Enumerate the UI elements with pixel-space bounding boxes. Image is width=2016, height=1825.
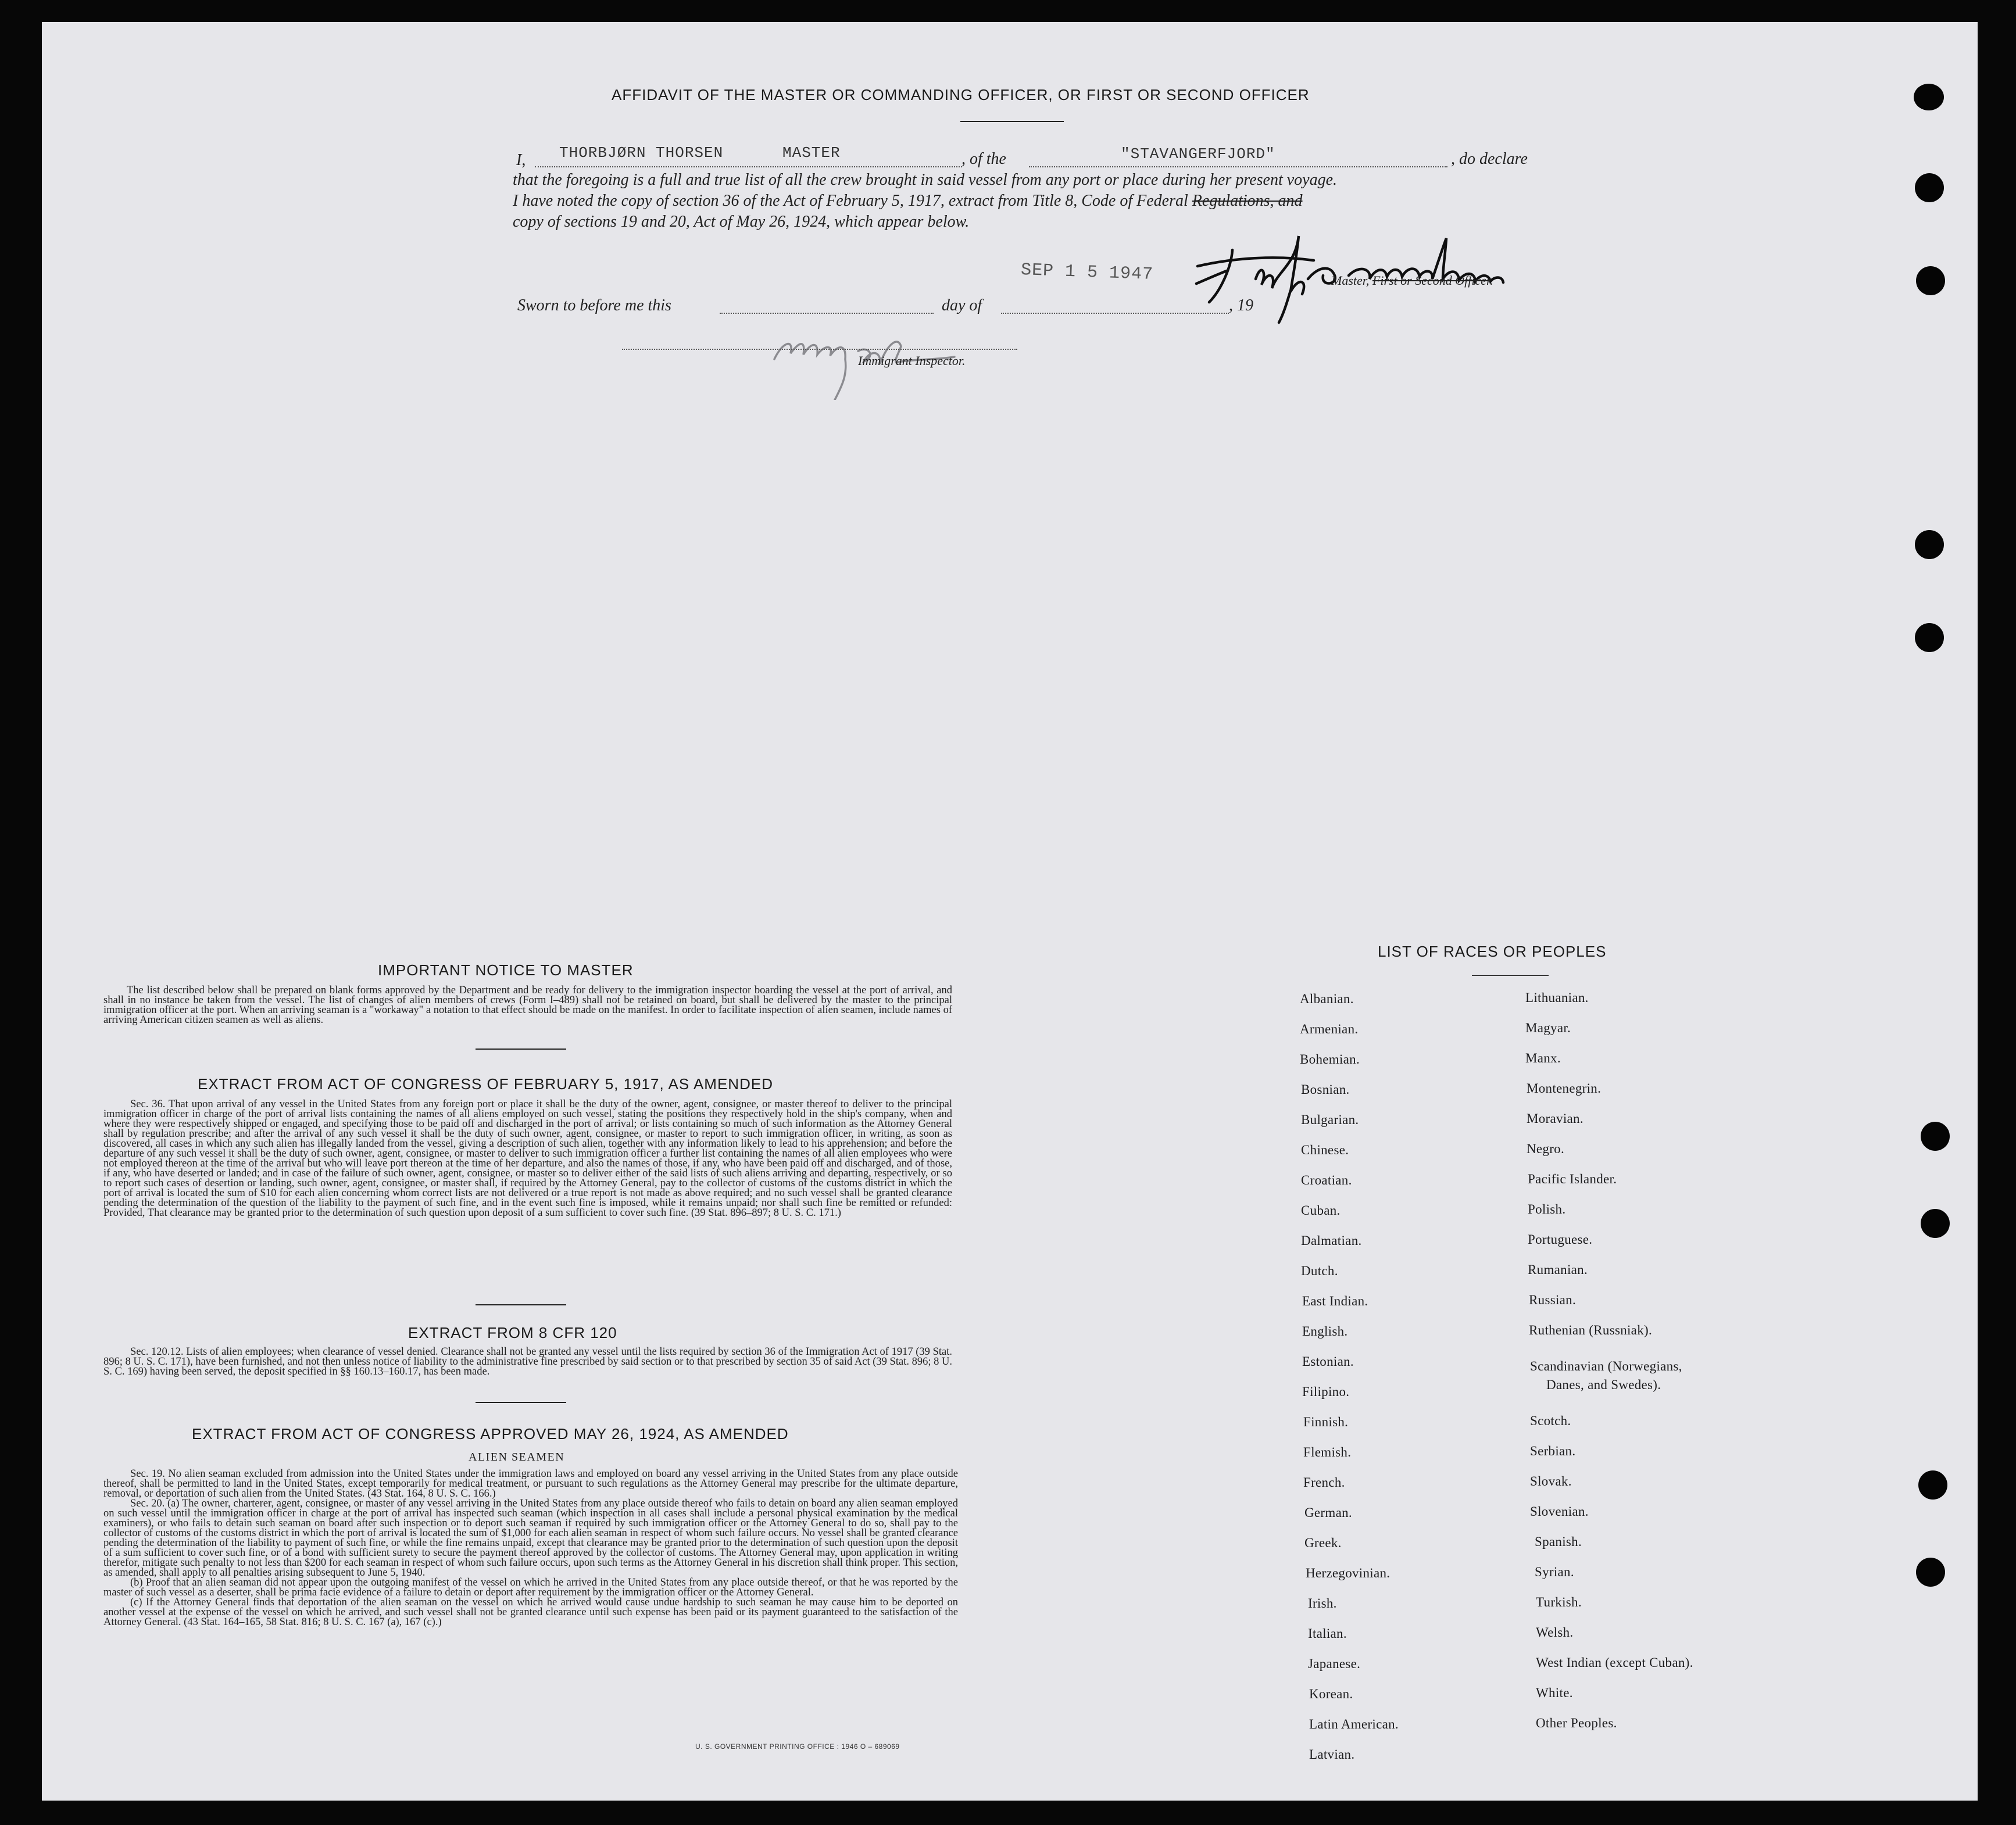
race-item: Estonian. [1302, 1354, 1354, 1369]
race-item: French. [1303, 1475, 1345, 1490]
punch-hole [1915, 623, 1944, 652]
race-item: Bulgarian. [1301, 1112, 1359, 1127]
race-item: Herzegovinian. [1306, 1566, 1391, 1580]
punch-hole [1916, 266, 1945, 295]
inspector-caption: Immigrant Inspector. [858, 353, 966, 368]
sec-20a-text: Sec. 20. (a) The owner, charterer, agent, consignee, or master of any vessel arriving in the United States from any place outside thereof who fails to detain on board any alien seaman employed on such vessel until the immigration officer in charge at the port of arrival has inspected such seaman (which inspection in all cases shall include a personal physical examination by the medical examiners), or who fails to detain such seaman on board after such inspection or to deport such seaman if required by such immigration officer or the Attorney General to do so, shall pay to the collector of customs of the customs district in which the port of arrival is located the sum of $1,000 for each alien seaman in respect of whom such failure occurs. No vessel shall be granted clearance pending the determination of the liability to payment of such fine, or while the fine remains unpaid, except that clearance may be granted prior to the determination of such question upon the deposit of a sum sufficient to cover such fine, or of a bond with sufficient surety to secure the payment thereof approved by the collector of customs. The Attorney General may, upon application in writing therefor, mitigate such penalty to not less than $200 for each seaman in respect of whom such failure occurs, upon such terms as the Attorney General in his discretion shall think proper. This section, as amended, shall apply to all penalties arising subsequent to June 5, 1940. [103, 1498, 958, 1579]
extract-cfr-text: Sec. 120.12. Lists of alien employees; when clearance of vessel denied. Clearance shall not be granted any vessel until the lists required by section 36 of the Immigration Act of 1917 (39 Stat. 896; 8 U. S. C. 171), have been furnished, and not then unless notice of liability to the administrative fine prescribed by said section or to that prescribed by section 35 of said Act (39 Stat. 896; 8 U. S. C. 169) having been served, the deposit specified in §§ 160.13–160.17, has been made. [103, 1346, 952, 1377]
i-word: I, [516, 151, 526, 169]
extract-1917-title: EXTRACT FROM ACT OF CONGRESS OF FEBRUARY 5, 1917, AS AMENDED [198, 1075, 773, 1093]
of-the-text: , of the [961, 150, 1006, 168]
typed-master-name: THORBJØRN THORSEN [559, 144, 724, 162]
date-stamp: SEP 1 5 1947 [1020, 260, 1154, 285]
signature-caption [1331, 273, 1493, 288]
sworn-text: Sworn to before me this [517, 296, 671, 314]
races-divider [1472, 975, 1549, 976]
race-item: Magyar. [1525, 1021, 1571, 1035]
race-item: Armenian. [1300, 1022, 1359, 1036]
day-of-text: day of [942, 296, 982, 314]
race-item: Scandinavian (Norwegians, [1530, 1359, 1682, 1373]
extract-1924-text [103, 1469, 958, 1627]
race-item: Latin American. [1309, 1717, 1399, 1731]
race-item: Latvian. [1309, 1747, 1355, 1762]
punch-hole [1916, 1558, 1945, 1587]
race-item: Bosnian. [1301, 1082, 1350, 1097]
race-item: Croatian. [1301, 1173, 1352, 1187]
race-item: White. [1536, 1686, 1573, 1700]
affidavit-title: AFFIDAVIT OF THE MASTER OR COMMANDING OFFICER, OR FIRST OR SECOND OFFICER [612, 86, 1310, 103]
typed-vessel-name: "STAVANGERFJORD" [1121, 145, 1275, 163]
caption-period: . [1490, 273, 1493, 288]
race-item: Slovak. [1530, 1474, 1572, 1488]
race-item: Scotch. [1530, 1414, 1571, 1428]
race-item: Chinese. [1301, 1143, 1349, 1157]
extract-1917-text: Sec. 36. That upon arrival of any vessel in the United States from any foreign port or place it shall be the duty of the owner, agent, consignee, or master thereof to deliver to the principal immigration officer in charge of the port of arrival lists containing the names of all aliens employed on such vessel, stating the positions they respectively hold in the ship's company, when and where they were respectively shipped or engaged, and specifying those to be paid off and discharged in the port of arrival; or lists containing so much of such information as the Attorney General shall by regulation prescribe; and after the arrival of any such vessel it shall be the duty of such owner, agent, consignee, or master to report to such immigration officer, in writing, as soon as discovered, all cases in which any such alien has illegally landed from the vessel, giving a description of such alien, together with any information likely to lead to his apprehension; and before the departure of any such vessel it shall be the duty of such owner, agent, consignee, or master to deliver to such immigration officer a further list containing the names of all alien employees who were not employed thereon at the time of the arrival but who will leave port thereon at the time of her departure, and also the names of those, if any, who have been paid off and discharged, and of those, if any, who have deserted or landed; and in case of the failure of such owner, agent, consignee, or master so to deliver either of the said lists of such aliens arriving and departing, respectively, or so to report such cases of desertion or landing, such owner, agent, consignee, or master shall, if required by the Attorney General, pay to the collector of customs of the customs district in which the port of arrival is located the sum of $10 for each alien concerning whom correct lists are not delivered or a true report is not made as above required; and no such vessel shall be granted clearance pending the determination of the question of the liability to the payment of such fine, and in the event such fine is imposed, while it remains unpaid; nor shall such fine be remitted or refunded: Provided, That clearance may be granted prior to the determination of such question upon deposit of a sum sufficient to cover such fine. (39 Stat. 896–897; 8 U. S. C. 171.) [103, 1098, 952, 1219]
race-item: Portuguese. [1528, 1232, 1593, 1247]
race-item: Spanish. [1535, 1534, 1582, 1549]
race-item: West Indian (except Cuban). [1536, 1655, 1693, 1670]
vessel-line [1029, 166, 1447, 167]
race-item: Korean. [1309, 1687, 1353, 1701]
caption-struck-officer: First or Second Officer [1372, 273, 1490, 288]
race-item: Flemish. [1303, 1445, 1352, 1459]
sec-20b-text: (b) Proof that an alien seaman did not appear upon the outgoing manifest of the vessel on which he arrived in the United States from any place outside thereof, or that he was reported by the master of such vessel as a deserter, shall be prima facie evidence of a failure to detain or deport after requirement by the immigration officer or the Attorney General. [103, 1577, 958, 1598]
race-item: Bohemian. [1300, 1052, 1360, 1067]
race-item: Dalmatian. [1301, 1233, 1362, 1248]
caption-master: Master, [1331, 273, 1372, 288]
race-item: Japanese. [1308, 1656, 1361, 1671]
race-item: Italian. [1308, 1626, 1347, 1641]
notice-text: The list described below shall be prepared on blank forms approved by the Department and be ready for delivery to the immigration inspector boarding the vessel at the port of arrival, and shall in no instance be taken from the vessel. The list of changes of alien members of crews (Form I–489) shall not be retained on board, but shall be delivered by the master to the principal immigration officer at the port. When an arriving seaman is a "workaway" a notation to that effect should be made on the manifest. In order to facilitate inspection of alien seamen, include names of arriving American citizen seamen as well as aliens. [103, 985, 952, 1026]
race-item: Cuban. [1301, 1203, 1341, 1218]
sworn-month-line [1001, 313, 1229, 314]
race-item: Syrian. [1535, 1565, 1574, 1579]
race-item: Serbian. [1530, 1444, 1576, 1458]
race-item: Finnish. [1303, 1415, 1349, 1429]
sworn-day-line [720, 313, 934, 314]
race-item: Turkish. [1536, 1595, 1582, 1609]
race-item: Danes, and Swedes). [1546, 1377, 1661, 1392]
race-item: Negro. [1527, 1141, 1565, 1156]
race-item: Other Peoples. [1536, 1716, 1617, 1730]
race-item: German. [1304, 1505, 1352, 1520]
sec-19-text: Sec. 19. No alien seaman excluded from admission into the United States under the immigration laws and employed on board any vessel arriving in the United States from any place outside thereof, shall be permitted to land in the United States, except temporarily for medical treatment, or pursuant to such regulations as the Attorney General may prescribe for the ultimate departure, removal, or deportation of such alien from the United States. (43 Stat. 164, 8 U. S. C. 166.) [103, 1468, 958, 1500]
declaration-line-4: copy of sections 19 and 20, Act of May 26, 1924, which appear below. [513, 213, 970, 231]
race-item: Ruthenian (Russniak). [1529, 1323, 1652, 1337]
notice-title: IMPORTANT NOTICE TO MASTER [378, 961, 634, 979]
inspector-line [622, 349, 1017, 350]
race-item: Slovenian. [1530, 1504, 1589, 1519]
race-item: Dutch. [1301, 1264, 1338, 1278]
printing-office-imprint: U. S. GOVERNMENT PRINTING OFFICE : 1946 O – 689069 [695, 1742, 900, 1751]
extract-cfr-title: EXTRACT FROM 8 CFR 120 [408, 1324, 617, 1341]
year-text: , 19 [1229, 296, 1253, 314]
race-item: Russian. [1529, 1293, 1576, 1307]
typed-master-rank: MASTER [782, 144, 841, 162]
race-item: Irish. [1308, 1596, 1337, 1611]
race-item: Welsh. [1536, 1625, 1574, 1640]
race-item: English. [1302, 1324, 1348, 1339]
race-item: Moravian. [1527, 1111, 1584, 1126]
race-item: Filipino. [1302, 1384, 1350, 1399]
notice-divider [476, 1049, 566, 1050]
punch-hole [1914, 84, 1944, 110]
punch-hole [1921, 1209, 1950, 1238]
race-item: Greek. [1304, 1536, 1342, 1550]
punch-hole [1918, 1470, 1947, 1500]
extract-1917-divider [476, 1304, 566, 1305]
race-item: Montenegrin. [1527, 1081, 1602, 1096]
extract-cfr-divider [476, 1402, 566, 1403]
do-declare-text: , do declare [1451, 150, 1528, 168]
race-item: Albanian. [1300, 992, 1354, 1006]
struck-regulations: Regulations, and [1192, 192, 1303, 210]
race-item: Manx. [1525, 1051, 1561, 1065]
race-item: East Indian. [1302, 1294, 1368, 1308]
punch-hole [1915, 173, 1944, 202]
declaration-line-3-text: I have noted the copy of section 36 of the Act of February 5, 1917, extract from Title 8, Code of Federal [513, 192, 1192, 210]
races-title: LIST OF RACES OR PEOPLES [1378, 943, 1607, 960]
race-item: Polish. [1528, 1202, 1566, 1216]
declaration-line-3 [513, 192, 1303, 210]
alien-seamen-subtitle: ALIEN SEAMEN [469, 1451, 565, 1463]
extract-1924-title: EXTRACT FROM ACT OF CONGRESS APPROVED MAY 26, 1924, AS AMENDED [192, 1425, 789, 1443]
punch-hole [1915, 530, 1944, 559]
title-divider [960, 121, 1064, 122]
race-item: Pacific Islander. [1528, 1172, 1617, 1186]
declaration-line-2: that the foregoing is a full and true list of all the crew brought in said vessel from any port or place during her present voyage. [513, 171, 1338, 189]
name-line [535, 166, 962, 167]
punch-hole [1921, 1122, 1950, 1151]
race-item: Lithuanian. [1525, 990, 1589, 1005]
sec-20c-text: (c) If the Attorney General finds that deportation of the alien seaman on the vessel on which he arrived would cause undue hardship to such seaman he may cause him to be deported on another vessel at the expense of the vessel on which he arrived, and such vessel shall not be granted clearance until such expense has been paid or its payment guaranteed to the satisfaction of the Attorney General. (43 Stat. 164–165, 58 Stat. 816; 8 U. S. C. 167 (a), 167 (c).) [103, 1597, 958, 1628]
race-item: Rumanian. [1528, 1262, 1588, 1277]
